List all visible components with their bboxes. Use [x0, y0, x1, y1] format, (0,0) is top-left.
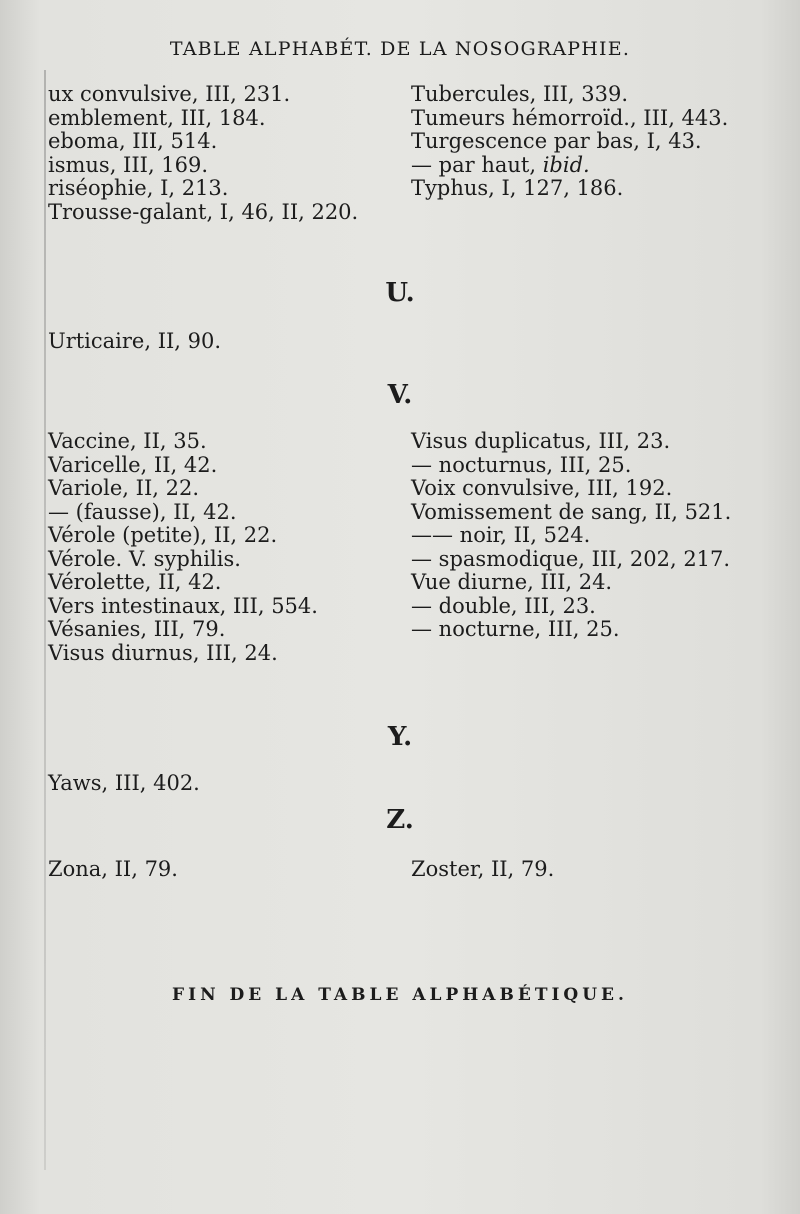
letter-heading-v: V.: [387, 380, 413, 410]
index-entry: Vers intestinaux, III, 554.: [48, 593, 318, 618]
index-entry: Vésanies, III, 79.: [48, 617, 226, 641]
index-entry: ismus, III, 169.: [48, 152, 209, 177]
letter-heading-y: Y.: [387, 722, 413, 752]
index-entry: — nocturne, III, 25.: [411, 617, 620, 641]
index-entry: Visus diurnus, III, 24.: [48, 640, 278, 665]
u-left-column: [48, 330, 221, 354]
index-entry: Vérole. V. syphilis.: [48, 546, 241, 571]
letter-heading-u: U.: [385, 278, 415, 308]
letter-heading-z: Z.: [386, 805, 414, 835]
index-entry: Typhus, I, 127, 186.: [411, 176, 624, 200]
index-entry: riséophie, I, 213.: [48, 176, 229, 200]
index-entry: — nocturnus, III, 25.: [411, 452, 632, 477]
index-entry: Tubercules, III, 339.: [411, 82, 628, 106]
index-entry: Vérolette, II, 42.: [48, 570, 222, 594]
running-header: TABLE ALPHABÉT. DE LA NOSOGRAPHIE.: [169, 38, 631, 60]
index-entry: — double, III, 23.: [411, 593, 596, 618]
index-entry: Zona, II, 79.: [48, 857, 178, 881]
index-entry: Vaccine, II, 35.: [48, 429, 207, 453]
index-entry: Vérole (petite), II, 22.: [48, 523, 278, 547]
index-entry: Zoster, II, 79.: [411, 857, 555, 881]
index-entry: — par haut, ibid.: [411, 152, 590, 177]
index-entry: Visus duplicatus, III, 23.: [411, 429, 671, 453]
index-entry: Variole, II, 22.: [48, 476, 199, 500]
t-left-column: [48, 83, 358, 224]
v-right-column: [411, 430, 731, 642]
index-entry: Voix convulsive, III, 192.: [411, 476, 673, 500]
index-entry: — (fausse), II, 42.: [48, 499, 237, 524]
index-entry: —— noir, II, 524.: [411, 523, 591, 547]
index-entry: eboma, III, 514.: [48, 129, 218, 153]
ibid-text: ibid.: [542, 152, 590, 177]
index-entry: Tumeurs hémorroïd., III, 443.: [411, 105, 729, 130]
index-entry: — spasmodique, III, 202, 217.: [411, 546, 731, 571]
z-right-column: [411, 858, 554, 882]
index-entry: Turgescence par bas, I, 43.: [411, 129, 702, 153]
index-entry: Trousse-galant, I, 46, II, 220.: [48, 199, 359, 224]
z-left-column: [48, 858, 178, 882]
index-entry: ux convulsive, III, 231.: [48, 82, 291, 106]
t-right-column: [411, 83, 728, 201]
v-left-column: [48, 430, 318, 665]
index-entry: emblement, III, 184.: [48, 105, 266, 130]
index-entry: Varicelle, II, 42.: [48, 452, 218, 477]
index-entry: Urticaire, II, 90.: [48, 329, 222, 353]
index-entry: Vomissement de sang, II, 521.: [411, 499, 732, 524]
end-of-table-footer: FIN DE LA TABLE ALPHABÉTIQUE.: [172, 985, 628, 1005]
index-entry: Vue diurne, III, 24.: [411, 570, 613, 594]
y-left-column: [48, 772, 200, 796]
index-entry: Yaws, III, 402.: [48, 771, 200, 795]
margin-shadow: [44, 70, 46, 1170]
